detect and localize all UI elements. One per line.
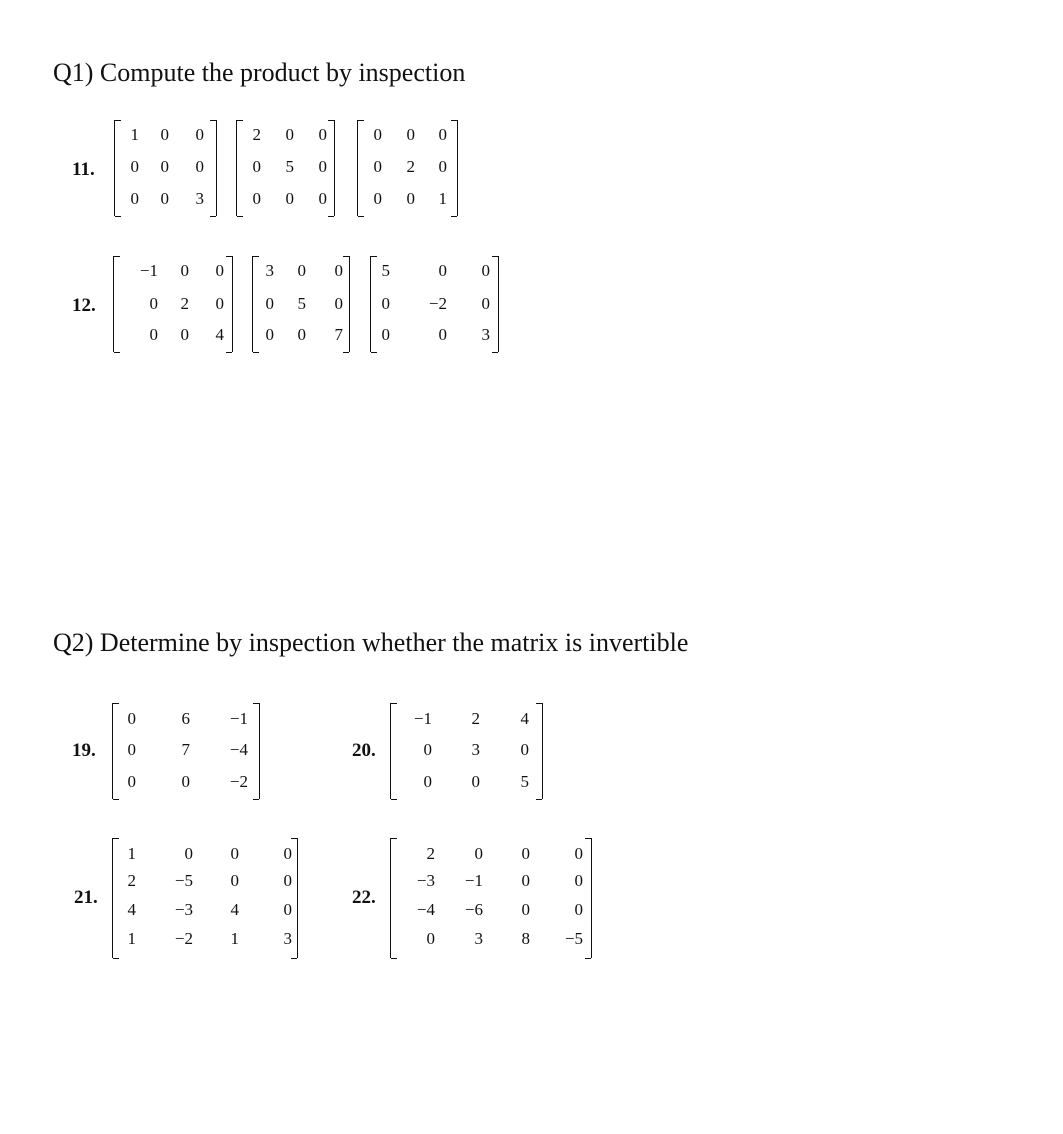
matrix-entry: 0 bbox=[574, 871, 583, 890]
matrix-entry: −1 bbox=[229, 709, 248, 728]
matrix-entry: 0 bbox=[373, 189, 382, 208]
matrix bbox=[252, 256, 350, 352]
bracket-serif bbox=[451, 120, 457, 121]
matrix-entry: 0 bbox=[438, 157, 447, 176]
matrix bbox=[390, 703, 543, 799]
matrix-entry: 3 bbox=[471, 740, 480, 759]
matrix-entry: 7 bbox=[181, 740, 190, 759]
matrix-entry: 0 bbox=[215, 261, 224, 280]
matrix-entry: 0 bbox=[283, 871, 292, 890]
matrix-entry: 1 bbox=[230, 929, 239, 948]
matrix-entry: 0 bbox=[406, 189, 415, 208]
matrix-entry: 0 bbox=[252, 189, 261, 208]
matrix-entry: 0 bbox=[149, 294, 158, 313]
bracket-serif bbox=[291, 958, 297, 959]
bracket-serif bbox=[226, 256, 232, 257]
matrix-entry: 0 bbox=[521, 871, 530, 890]
matrix-entry: 3 bbox=[195, 189, 204, 208]
matrix-entry: 0 bbox=[373, 157, 382, 176]
matrix-entry: 2 bbox=[180, 294, 189, 313]
matrix-entry: 0 bbox=[297, 261, 306, 280]
bracket-serif bbox=[391, 958, 397, 959]
matrix-entry: −3 bbox=[416, 871, 435, 890]
matrix-entry: 4 bbox=[215, 325, 224, 344]
matrix-entry: 0 bbox=[521, 900, 530, 919]
matrix-entry: 5 bbox=[520, 772, 529, 791]
matrix-entry: 1 bbox=[127, 844, 136, 863]
matrix-entry: 2 bbox=[471, 709, 480, 728]
bracket-serif bbox=[371, 256, 377, 257]
matrix bbox=[390, 838, 592, 958]
matrix bbox=[357, 120, 458, 216]
matrix-entry: 0 bbox=[520, 740, 529, 759]
bracket-serif bbox=[291, 838, 297, 839]
bracket-serif bbox=[492, 352, 498, 353]
matrix-entry: −4 bbox=[229, 740, 248, 759]
matrix-entry: −6 bbox=[464, 900, 483, 919]
matrix-entry: 0 bbox=[481, 261, 490, 280]
matrix-entry: 0 bbox=[230, 844, 239, 863]
matrix-entry: 2 bbox=[127, 871, 136, 890]
bracket-serif bbox=[115, 120, 121, 121]
matrix-entry: 0 bbox=[574, 900, 583, 919]
matrix-entry: 5 bbox=[297, 294, 306, 313]
matrix-entry: 5 bbox=[381, 261, 390, 280]
matrix-entry: −5 bbox=[174, 871, 193, 890]
matrix-entry: 0 bbox=[127, 772, 136, 791]
bracket-serif bbox=[237, 216, 243, 217]
matrix-entry: 0 bbox=[574, 844, 583, 863]
matrix-entry: 0 bbox=[373, 125, 382, 144]
matrix bbox=[370, 256, 499, 352]
bracket-serif bbox=[113, 703, 119, 704]
matrix-entry: 1 bbox=[438, 189, 447, 208]
matrix-entry: 0 bbox=[426, 929, 435, 948]
bracket-serif bbox=[114, 256, 120, 257]
matrix-entry: 0 bbox=[423, 740, 432, 759]
matrix-entry: 0 bbox=[130, 157, 139, 176]
bracket-serif bbox=[113, 838, 119, 839]
bracket-serif bbox=[113, 799, 119, 800]
bracket-serif bbox=[113, 958, 119, 959]
matrix-entry: 0 bbox=[180, 325, 189, 344]
matrix-entry: 0 bbox=[285, 125, 294, 144]
matrix-entry: 4 bbox=[127, 900, 136, 919]
bracket-serif bbox=[536, 703, 542, 704]
matrix-entry: 0 bbox=[265, 325, 274, 344]
matrix-entry: 2 bbox=[252, 125, 261, 144]
matrix-entry: 0 bbox=[184, 844, 193, 863]
matrix-entry: 1 bbox=[127, 929, 136, 948]
bracket-serif bbox=[536, 799, 542, 800]
matrix-entry: 0 bbox=[230, 871, 239, 890]
bracket-serif bbox=[492, 256, 498, 257]
q1-heading: Q1) Compute the product by inspection bbox=[53, 58, 466, 87]
matrix-entry: 0 bbox=[283, 900, 292, 919]
bracket-serif bbox=[391, 838, 397, 839]
matrix-entry: 3 bbox=[265, 261, 274, 280]
matrix-entry: −1 bbox=[139, 261, 158, 280]
matrix-entry: −3 bbox=[174, 900, 193, 919]
matrix-entry: 0 bbox=[334, 294, 343, 313]
matrix-entry: 0 bbox=[318, 157, 327, 176]
matrix-entry: 0 bbox=[127, 740, 136, 759]
matrix bbox=[114, 120, 217, 216]
q2-heading: Q2) Determine by inspection whether the matrix is invertible bbox=[53, 628, 689, 657]
matrix-entry: −4 bbox=[416, 900, 435, 919]
bracket-serif bbox=[585, 838, 591, 839]
bracket-serif bbox=[391, 703, 397, 704]
bracket-serif bbox=[226, 352, 232, 353]
matrix-entry: 3 bbox=[474, 929, 483, 948]
matrix-entry: 0 bbox=[265, 294, 274, 313]
problem-number: 21. bbox=[74, 887, 98, 908]
bracket-serif bbox=[343, 352, 349, 353]
problem-number: 11. bbox=[72, 159, 95, 180]
matrix-entry: −1 bbox=[464, 871, 483, 890]
matrix-entry: 0 bbox=[438, 125, 447, 144]
matrix-entry: 0 bbox=[423, 772, 432, 791]
bracket-serif bbox=[451, 216, 457, 217]
bracket-serif bbox=[253, 799, 259, 800]
bracket-serif bbox=[358, 120, 364, 121]
matrix bbox=[113, 256, 233, 352]
matrix-entry: 2 bbox=[406, 157, 415, 176]
bracket-serif bbox=[253, 256, 259, 257]
matrix-entry: 0 bbox=[180, 261, 189, 280]
problem-number: 22. bbox=[352, 887, 376, 908]
problem-number: 19. bbox=[72, 740, 96, 761]
matrix-entry: 7 bbox=[334, 325, 343, 344]
matrix bbox=[236, 120, 335, 216]
matrix-entry: −2 bbox=[428, 294, 447, 313]
matrix-entry: 0 bbox=[474, 844, 483, 863]
matrix-entry: −2 bbox=[229, 772, 248, 791]
matrix-entry: 0 bbox=[297, 325, 306, 344]
matrix-entry: 0 bbox=[160, 157, 169, 176]
bracket-serif bbox=[210, 216, 216, 217]
bracket-serif bbox=[358, 216, 364, 217]
matrix-entry: 0 bbox=[195, 125, 204, 144]
matrix-entry: 0 bbox=[381, 294, 390, 313]
bracket-serif bbox=[237, 120, 243, 121]
matrix-entry: 4 bbox=[520, 709, 529, 728]
matrix-entry: 0 bbox=[283, 844, 292, 863]
bracket-serif bbox=[114, 352, 120, 353]
matrix-entry: 0 bbox=[285, 189, 294, 208]
matrix-entry: 2 bbox=[426, 844, 435, 863]
problem-number: 12. bbox=[72, 295, 96, 316]
matrix-entry: 0 bbox=[521, 844, 530, 863]
matrix-entry: −5 bbox=[564, 929, 583, 948]
bracket-serif bbox=[210, 120, 216, 121]
matrix-entry: 0 bbox=[127, 709, 136, 728]
bracket-serif bbox=[391, 799, 397, 800]
matrix-entry: 1 bbox=[130, 125, 139, 144]
bracket-serif bbox=[585, 958, 591, 959]
matrix-entry: 0 bbox=[438, 261, 447, 280]
matrix-entry: 0 bbox=[318, 189, 327, 208]
matrix bbox=[112, 703, 260, 799]
matrix-entry: 0 bbox=[252, 157, 261, 176]
matrix-entry: 0 bbox=[438, 325, 447, 344]
matrix-entry: 0 bbox=[318, 125, 327, 144]
matrix-entry: 0 bbox=[406, 125, 415, 144]
matrix-entry: 0 bbox=[471, 772, 480, 791]
matrix-entry: 8 bbox=[521, 929, 530, 948]
bracket-serif bbox=[115, 216, 121, 217]
matrix-entry: 0 bbox=[149, 325, 158, 344]
matrix-entry: 0 bbox=[215, 294, 224, 313]
matrix-entry: 3 bbox=[481, 325, 490, 344]
matrix-entry: 0 bbox=[481, 294, 490, 313]
matrix-entry: 0 bbox=[381, 325, 390, 344]
matrix-entry: 0 bbox=[160, 125, 169, 144]
bracket-serif bbox=[253, 352, 259, 353]
matrix-entry: 4 bbox=[230, 900, 239, 919]
problem-number: 20. bbox=[352, 740, 376, 761]
bracket-serif bbox=[328, 120, 334, 121]
matrix-entry: 0 bbox=[181, 772, 190, 791]
matrix bbox=[112, 838, 298, 958]
matrix-entry: 5 bbox=[285, 157, 294, 176]
matrix-entry: −2 bbox=[174, 929, 193, 948]
matrix-entry: 3 bbox=[283, 929, 292, 948]
matrix-entry: 0 bbox=[160, 189, 169, 208]
matrix-entry: 0 bbox=[130, 189, 139, 208]
matrix-entry: 6 bbox=[181, 709, 190, 728]
bracket-serif bbox=[328, 216, 334, 217]
bracket-serif bbox=[343, 256, 349, 257]
bracket-serif bbox=[371, 352, 377, 353]
matrix-entry: 0 bbox=[195, 157, 204, 176]
matrix-entry: −1 bbox=[413, 709, 432, 728]
matrix-entry: 0 bbox=[334, 261, 343, 280]
bracket-serif bbox=[253, 703, 259, 704]
